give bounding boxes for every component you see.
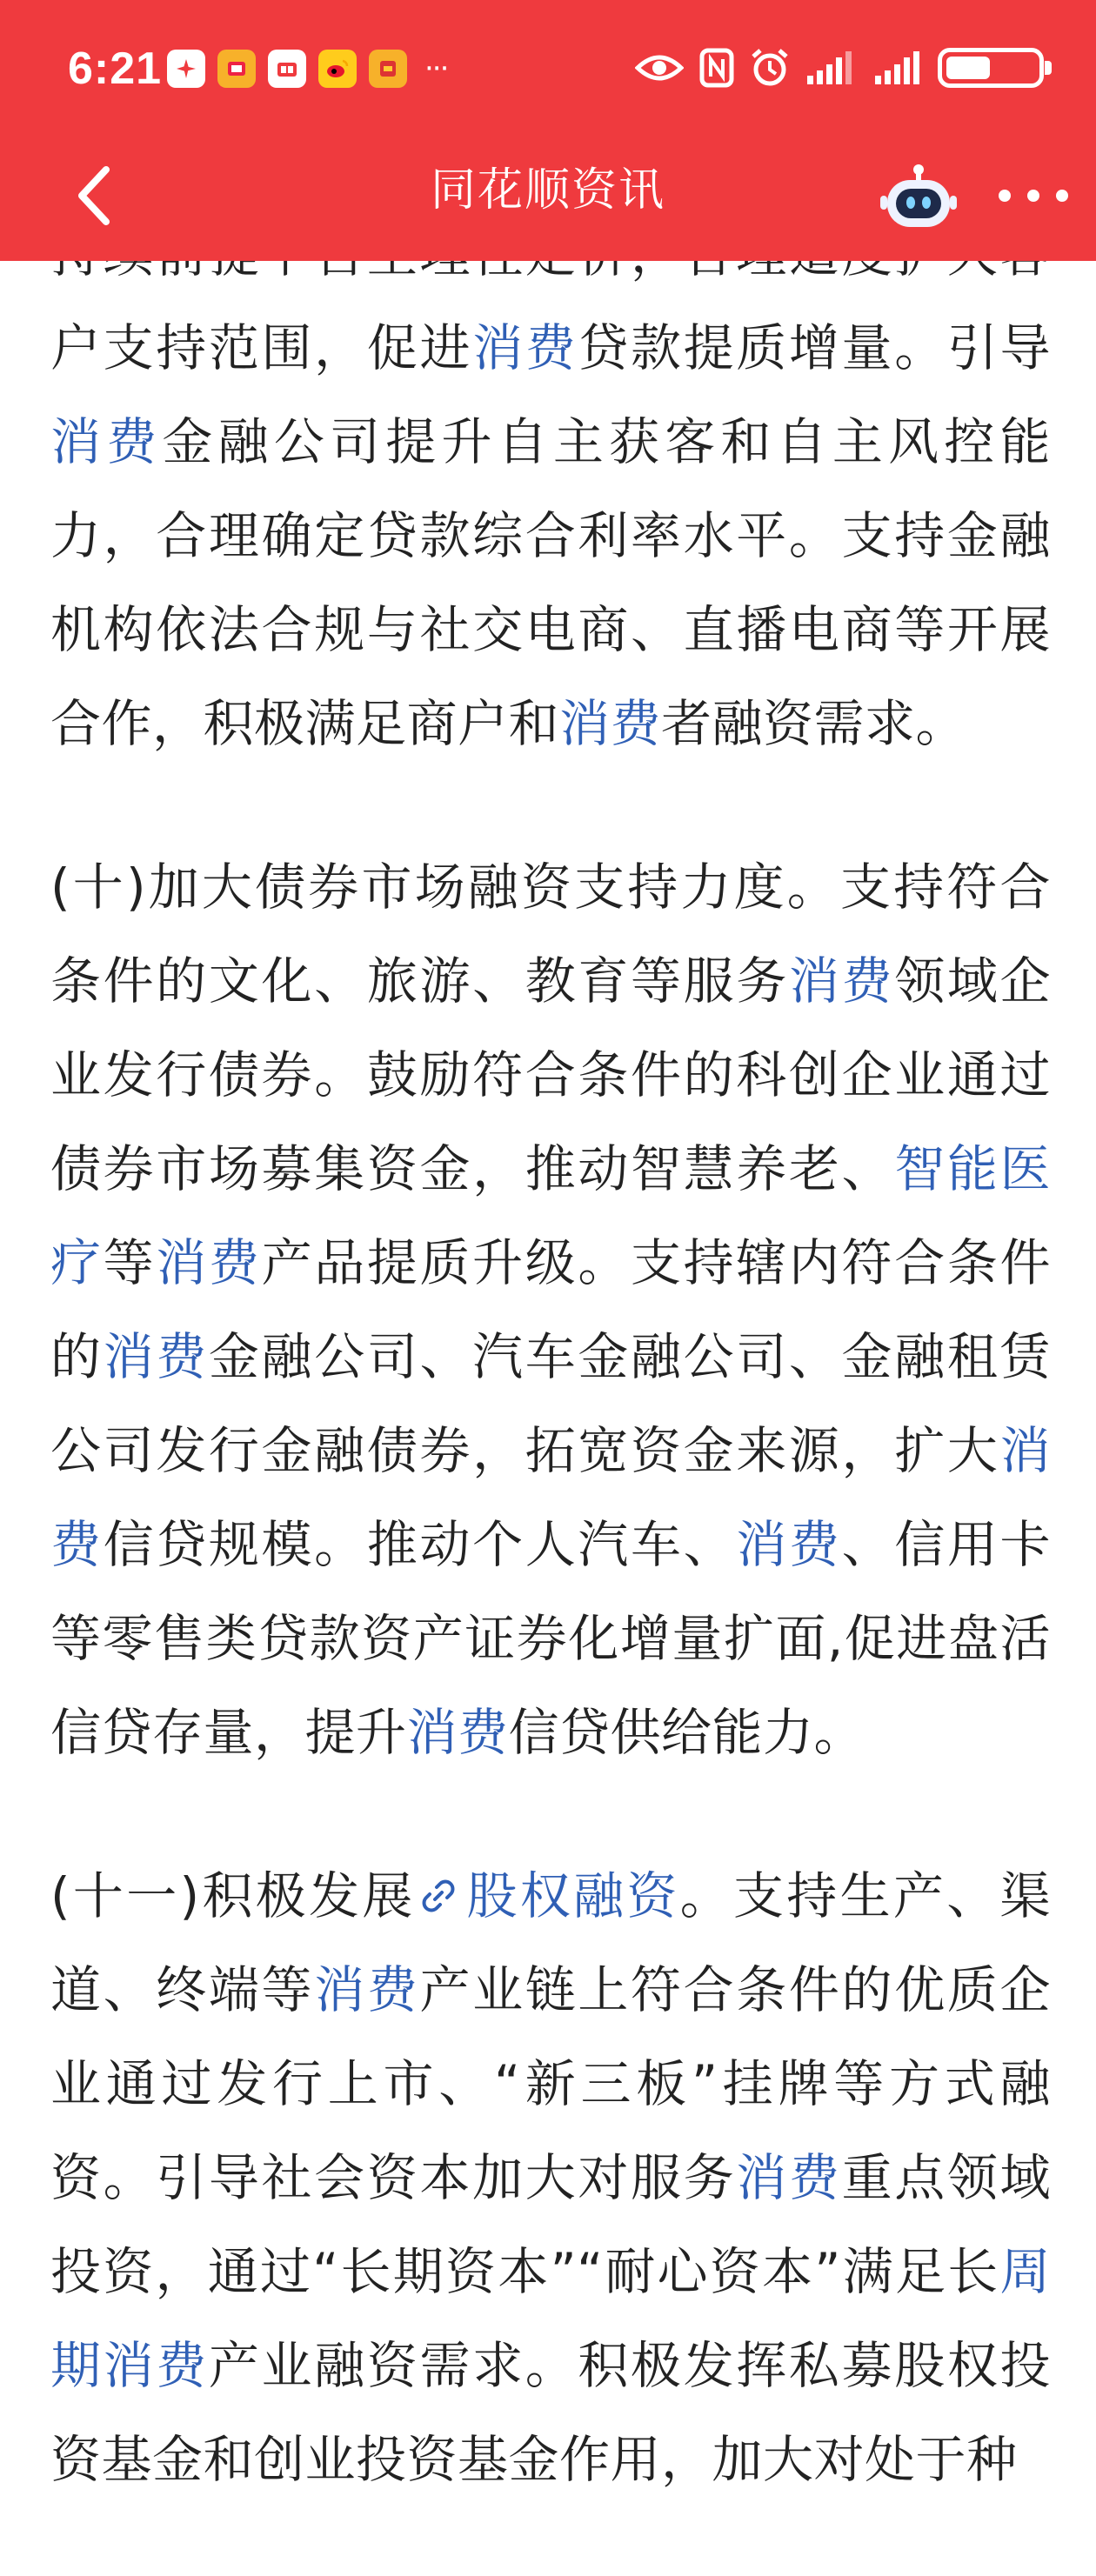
dot (999, 190, 1011, 202)
status-time: 6:21 (68, 43, 163, 94)
robot-icon (879, 161, 959, 230)
article-paragraph (50, 840, 1051, 1779)
keyword-link[interactable]: 股权融资 (464, 1866, 680, 1925)
article-text: 、信用卡等零售类贷款资产证券化增量扩面,促进盘活信贷存量，提升 (50, 1515, 1051, 1762)
keyword-link[interactable]: 智能医疗 (50, 1139, 1051, 1292)
status-bar (0, 0, 1096, 135)
article-text: (十一)积极发展 (50, 1866, 416, 1925)
article-text: 等 (103, 1233, 157, 1292)
keyword-link[interactable]: 消费 (736, 2148, 842, 2207)
keyword-link[interactable]: 消费 (50, 412, 163, 471)
article-text: 户支持范围，促进 (50, 318, 473, 377)
keyword-link[interactable]: 消费 (103, 1327, 209, 1386)
article-text: 者融资需求。 (661, 694, 967, 753)
article-text: 金融公司提升自主获客和自主风控能力，合理确定贷款综合利率水平。支持金融机构依法合规与社交电商、直播电商等开展合作，积极满足商户和 (50, 412, 1051, 753)
huawei-app-icon (167, 50, 205, 88)
article-text: 贷款提质增量。引导 (578, 318, 1051, 377)
eye-icon (635, 50, 684, 85)
more-options-button[interactable] (999, 168, 1068, 224)
taobao-app-icon (217, 50, 256, 88)
keyword-link[interactable]: 消费 (559, 694, 662, 753)
more-notifications-indicator: ··· (424, 51, 448, 86)
article-text: 产业融资需求。积极发挥私募股权投资基金和创业投资基金作用，加大对处于种 (50, 2336, 1051, 2489)
red-app-icon (268, 50, 306, 88)
article-text: 产品提质升级。支持辖内符合条件的 (50, 1233, 1051, 1386)
weibo-icon (318, 50, 357, 88)
article-text: 信贷规模。推动个人汽车、 (103, 1515, 737, 1574)
keyword-link[interactable]: 消费 (472, 318, 578, 377)
dot (1027, 190, 1039, 202)
dot (1056, 190, 1068, 202)
article-text: 重点领域投资，通过“长期资本”“耐心资本”满足长 (50, 2148, 1051, 2301)
article-text: (十)加大债券市场融资支持力度。支持符合条件的文化、旅游、教育等服务 (50, 858, 1051, 1011)
orange-app-icon (369, 50, 407, 88)
keyword-link[interactable]: 消费 (156, 1233, 262, 1292)
article-text: 领域企业发行债券。鼓励符合条件的科创企业通过债券市场募集资金，推动智慧养老、 (50, 951, 1051, 1198)
keyword-link[interactable]: 消费 (736, 1515, 842, 1574)
chain-link-icon (416, 1873, 461, 1919)
article-text: 产业链上符合条件的优质企业通过发行上市、“新三板”挂牌等方式融资。引导社会资本加大对服务 (50, 1960, 1051, 2207)
article-text: 信贷供给能力。 (508, 1703, 865, 1762)
article-paragraph (50, 1849, 1051, 2506)
alarm-icon (750, 48, 790, 88)
keyword-link[interactable]: 周期消费 (50, 2242, 1051, 2395)
keyword-link[interactable]: 消费 (406, 1703, 509, 1762)
nfc-icon (699, 48, 734, 88)
keyword-link[interactable]: 消费 (314, 1960, 420, 2019)
battery-icon (938, 48, 1044, 88)
ai-assistant-button[interactable] (879, 161, 959, 230)
notification-icons (167, 47, 447, 90)
article-text: 金融公司、汽车金融公司、金融租赁公司发行金融债券，拓宽资金来源，扩大 (50, 1327, 1051, 1480)
title-bar (0, 135, 1096, 261)
page-title: 同花顺资讯 (430, 164, 665, 217)
keyword-link[interactable]: 消费 (788, 951, 895, 1011)
battery-level (946, 57, 990, 79)
signal-strength-icon (805, 50, 854, 86)
system-indicators (635, 42, 1044, 94)
signal-strength-2-icon (870, 50, 922, 86)
keyword-link[interactable]: 消费 (50, 1421, 1051, 1574)
article-body (50, 207, 1051, 2576)
article-text: 。支持生产、渠道、终端等 (50, 1866, 1051, 2019)
article-paragraph (50, 207, 1051, 771)
